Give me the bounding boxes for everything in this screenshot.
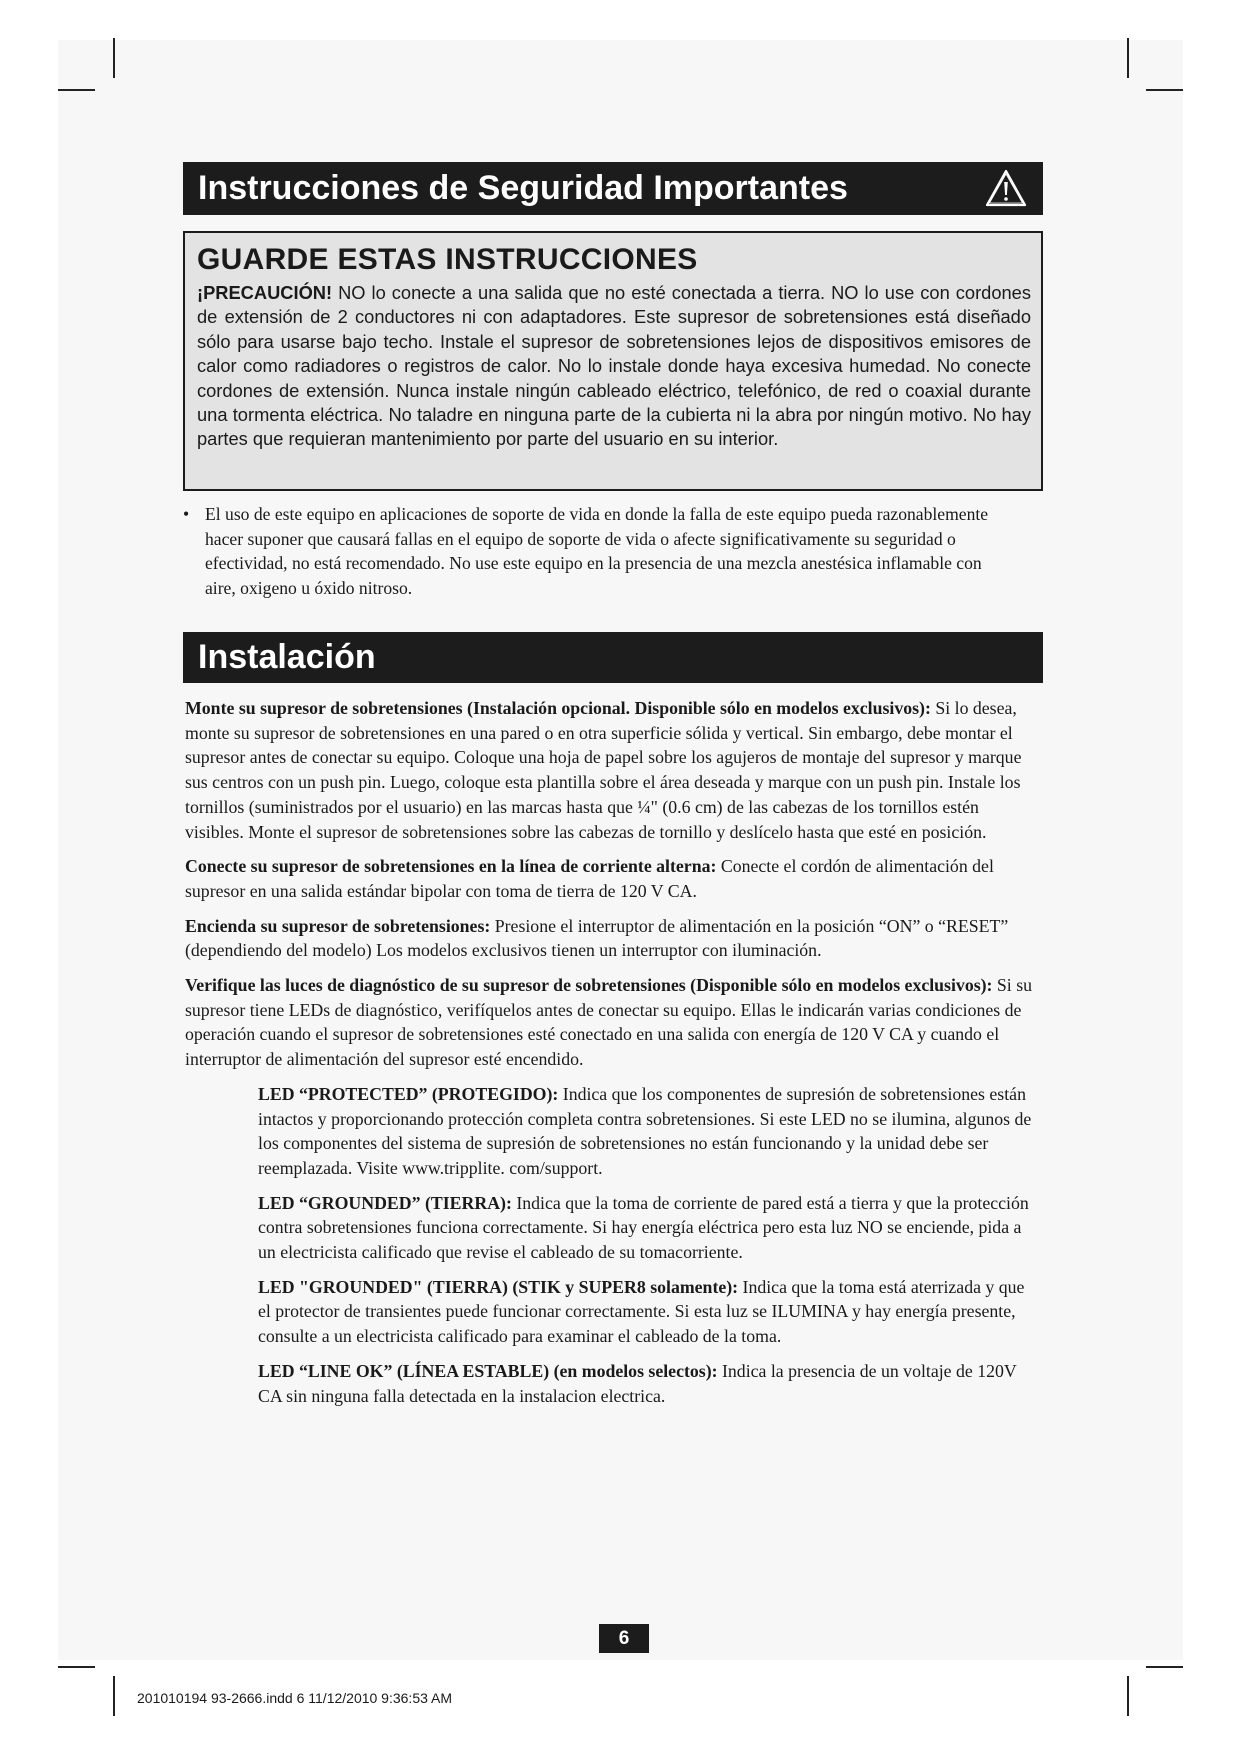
led-body: Indica que la toma está aterrizada y que el protector de transientes puede funcionar correctamente. Si esta luz se ILUMINA y hay energía presente, consulte a un electricista calificado para examinar el cableado de la toma. xyxy=(258,1276,1025,1347)
led-item-line-ok xyxy=(258,1359,1035,1408)
caution-box xyxy=(183,231,1043,491)
led-heading: LED “GROUNDED” (TIERRA): xyxy=(258,1192,512,1213)
install-paragraph-power-on xyxy=(185,914,1035,963)
paragraph-heading: Encienda su supresor de sobretensiones: xyxy=(185,915,491,936)
paragraph-heading: Verifique las luces de diagnóstico de su supresor de sobretensiones (Disponible sólo en modelos exclusivos): xyxy=(185,975,993,996)
crop-mark xyxy=(58,1666,95,1668)
life-support-bullet xyxy=(183,502,1013,600)
paragraph-body: Conecte el cordón de alimentación del supresor en una salida estándar bipolar con toma de tierra de 120 V CA. xyxy=(185,856,994,901)
bullet-text: El uso de este equipo en aplicaciones de soporte de vida en donde la falla de este equipo pueda razonablemente hacer suponer que causará fallas en el equipo de soporte de vida o afecte significativamente su seguridad o efectividad, no está recomendado. No use este equipo en la presencia de una mezcla anestésica inflamable con aire, oxigeno u óxido nitroso. xyxy=(205,504,989,598)
crop-mark xyxy=(1127,38,1129,78)
print-slug: 201010194 93-2666.indd 6 11/12/2010 9:36:53 AM xyxy=(137,1690,453,1706)
safety-section-title: Instrucciones de Seguridad Importantes xyxy=(198,169,848,207)
paragraph-body: Presione el interruptor de alimentación en la posición “ON” o “RESET” (dependiendo del modelo) Los modelos exclusivos tienen un interruptor con iluminación. xyxy=(185,915,1009,961)
led-item-grounded xyxy=(258,1191,1035,1265)
caution-body: NO lo conecte a una salida que no esté conectada a tierra. NO lo use con cordones de extensión de 2 conductores ni con adaptadores. Este supresor de sobretensiones está diseñado sólo para usarse bajo techo. Instale el supresor de sobretensiones lejos de dispositivos emisores de calor como radiadores o registros de calor. No lo instale donde haya excesiva humedad. No conecte cordones de extensión. Nunca instale ningún cableado eléctrico, telefónico, de red o coaxial durante una tormenta eléctrica. No taladre en ninguna parte de la cubierta ni la abra por ningún motivo. No hay partes que requieran mantenimiento por parte del usuario en su interior. xyxy=(197,282,1031,450)
crop-mark xyxy=(1127,1676,1129,1716)
warning-triangle-icon xyxy=(984,168,1028,208)
page-number: 6 xyxy=(599,1624,649,1653)
led-body: Indica la presencia de un voltaje de 120V CA sin ninguna falla detectada en la instalacion electrica. xyxy=(258,1360,1017,1406)
installation-section-title: Instalación xyxy=(198,638,376,676)
crop-mark xyxy=(113,38,115,78)
paragraph-body: Si lo desea, monte su supresor de sobretensiones en una pared o en otra superficie sólida y vertical. Sin embargo, debe montar el supresor antes de conectar su equipo. Coloque una hoja de papel sobre los agujeros de montaje del supresor y marque sus centros con un push pin. Luego, coloque esta plantilla sobre el área deseada y marque con un push pin. Instale los tornillos (suministrados por el usuario) en las marcas hasta que ¼" (0.6 cm) de las cabezas de los tornillos estén visibles. Monte el supresor de sobretensiones sobre las cabezas de tornillo y deslícelo hasta que esté en posición. xyxy=(185,698,1022,842)
installation-content xyxy=(185,696,1035,1418)
led-body: Indica que la toma de corriente de pared está a tierra y que la protección contra sobretensiones funciona correctamente. Si hay energía eléctrica pero esta luz NO se enciende, pida a un electricista calificado que revise el cableado de su tomacorriente. xyxy=(258,1192,1029,1263)
caution-box-title: GUARDE ESTAS INSTRUCCIONES xyxy=(197,243,698,276)
led-item-protected xyxy=(258,1082,1035,1181)
led-item-grounded-stik xyxy=(258,1275,1035,1349)
installation-section-header xyxy=(183,632,1043,683)
led-heading: LED "GROUNDED" (TIERRA) (STIK y SUPER8 solamente): xyxy=(258,1276,739,1297)
paragraph-heading: Monte su supresor de sobretensiones (Instalación opcional. Disponible sólo en modelos exclusivos): xyxy=(185,698,931,718)
led-body: Indica que los componentes de supresión de sobretensiones están intactos y proporcionando protección completa contra sobretensiones. Si este LED no se ilumina, algunos de los componentes del sistema de supresión de sobretensiones no están funcionando y la unidad debe ser reemplazada. Visite www.tripplite. com/support. xyxy=(258,1083,1032,1178)
caution-text xyxy=(197,281,1031,452)
install-paragraph-connect xyxy=(185,854,1035,903)
crop-mark xyxy=(58,89,95,91)
bullet-marker: • xyxy=(183,504,190,524)
crop-mark xyxy=(113,1676,115,1716)
caution-label: ¡PRECAUCIÓN! xyxy=(197,282,333,303)
crop-mark xyxy=(1146,89,1183,91)
paragraph-heading: Conecte su supresor de sobretensiones en la línea de corriente alterna: xyxy=(185,856,717,877)
led-heading: LED “PROTECTED” (PROTEGIDO): xyxy=(258,1083,559,1104)
safety-section-header xyxy=(183,162,1043,215)
paragraph-body: Si su supresor tiene LEDs de diagnóstico, verifíquelos antes de conectar su equipo. Ellas le indicarán varias condiciones de operación cuando el supresor de sobretensiones esté conectado en una salida con energía de 120 V CA y cuando el interruptor de alimentación del supresor esté encendido. xyxy=(185,975,1032,1070)
crop-mark xyxy=(1146,1666,1183,1668)
led-heading: LED “LINE OK” (LÍNEA ESTABLE) (en modelos selectos): xyxy=(258,1360,718,1381)
install-paragraph-mount xyxy=(185,696,1035,844)
install-paragraph-diagnostics xyxy=(185,973,1035,1072)
